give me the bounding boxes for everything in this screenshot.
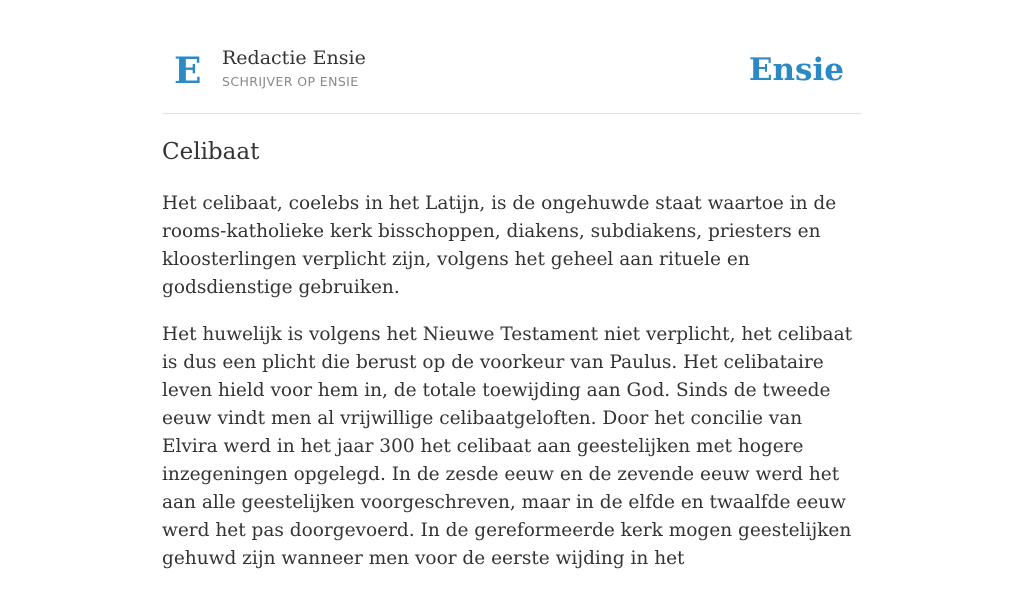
article-body (162, 190, 862, 592)
author-role: SCHRIJVER OP ENSIE (222, 74, 359, 89)
ensie-logo[interactable]: Ensie (748, 52, 844, 88)
article-paragraph: Het celibaat, coelebs in het Latijn, is de ongehuwde staat waartoe in de rooms-katholieke kerk bisschoppen, diakens, subdiakens, priesters en kloosterlingen verplicht zijn, volgens het geheel aan rituele en godsdienstige gebruiken. (162, 193, 837, 298)
author-name[interactable]: Redactie Ensie (222, 47, 366, 69)
article-title: Celibaat (162, 139, 260, 165)
author-header (162, 40, 862, 114)
author-avatar[interactable]: E (174, 50, 202, 92)
article-paragraph: Het huwelijk is volgens het Nieuwe Testament niet verplicht, het celibaat is dus een plicht die berust op de voorkeur van Paulus. Het celibataire leven hield voor hem in, de totale toewijding aan God. Sinds de tweede eeuw vindt men al vrijwillige celibaatgeloften. Door het concilie van Elvira werd in het jaar 300 het celibaat aan geestelijken met hogere inzegeningen opgelegd. In de zesde eeuw en de zevende eeuw werd het aan alle geestelijken voorgeschreven, maar in de elfde en twaalfde eeuw werd het pas doorgevoerd. In de gereformeerde kerk mogen geestelijken gehuwd zijn wanneer men voor de eerste wijding in het (162, 324, 853, 569)
